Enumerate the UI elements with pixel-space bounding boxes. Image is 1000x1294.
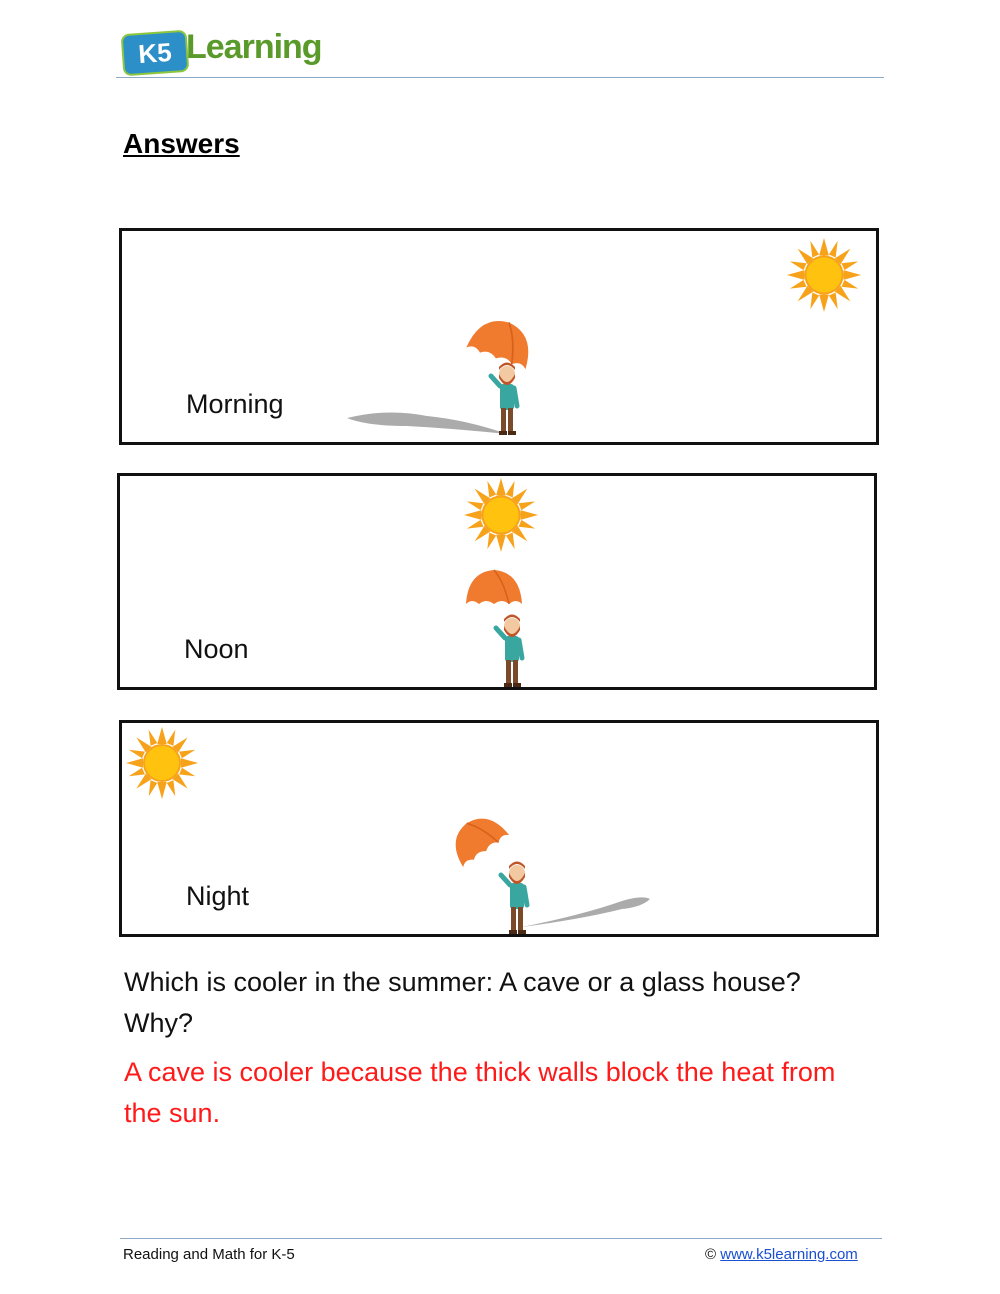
man-figure <box>477 346 537 436</box>
copyright-symbol: © <box>705 1246 717 1263</box>
sun-icon <box>462 476 540 554</box>
panel-night <box>119 720 879 937</box>
footer-divider <box>120 1238 882 1239</box>
panel-label: Morning <box>186 389 284 419</box>
footer-tagline: Reading and Math for K-5 <box>123 1246 295 1263</box>
footer-copyright <box>705 1246 858 1263</box>
man-figure <box>487 845 547 935</box>
page-title: Answers <box>123 128 240 159</box>
panel-noon <box>117 473 877 690</box>
panel-label: Night <box>186 881 250 911</box>
logo-wordmark: Learning <box>186 28 322 66</box>
answer-text: A cave is cooler because the thick walls block the heat from the sun. <box>124 1057 836 1128</box>
k5-website-link[interactable]: www.k5learning.com <box>720 1246 858 1263</box>
panel-morning <box>119 228 879 445</box>
man-figure <box>482 598 542 688</box>
logo-badge: K5 <box>121 30 190 77</box>
question-text: Which is cooler in the summer: A cave or a glass house? Why? <box>124 967 801 1038</box>
sun-icon <box>785 236 863 314</box>
sun-icon <box>124 725 200 801</box>
header-divider <box>116 77 884 78</box>
panel-label: Noon <box>184 634 249 664</box>
